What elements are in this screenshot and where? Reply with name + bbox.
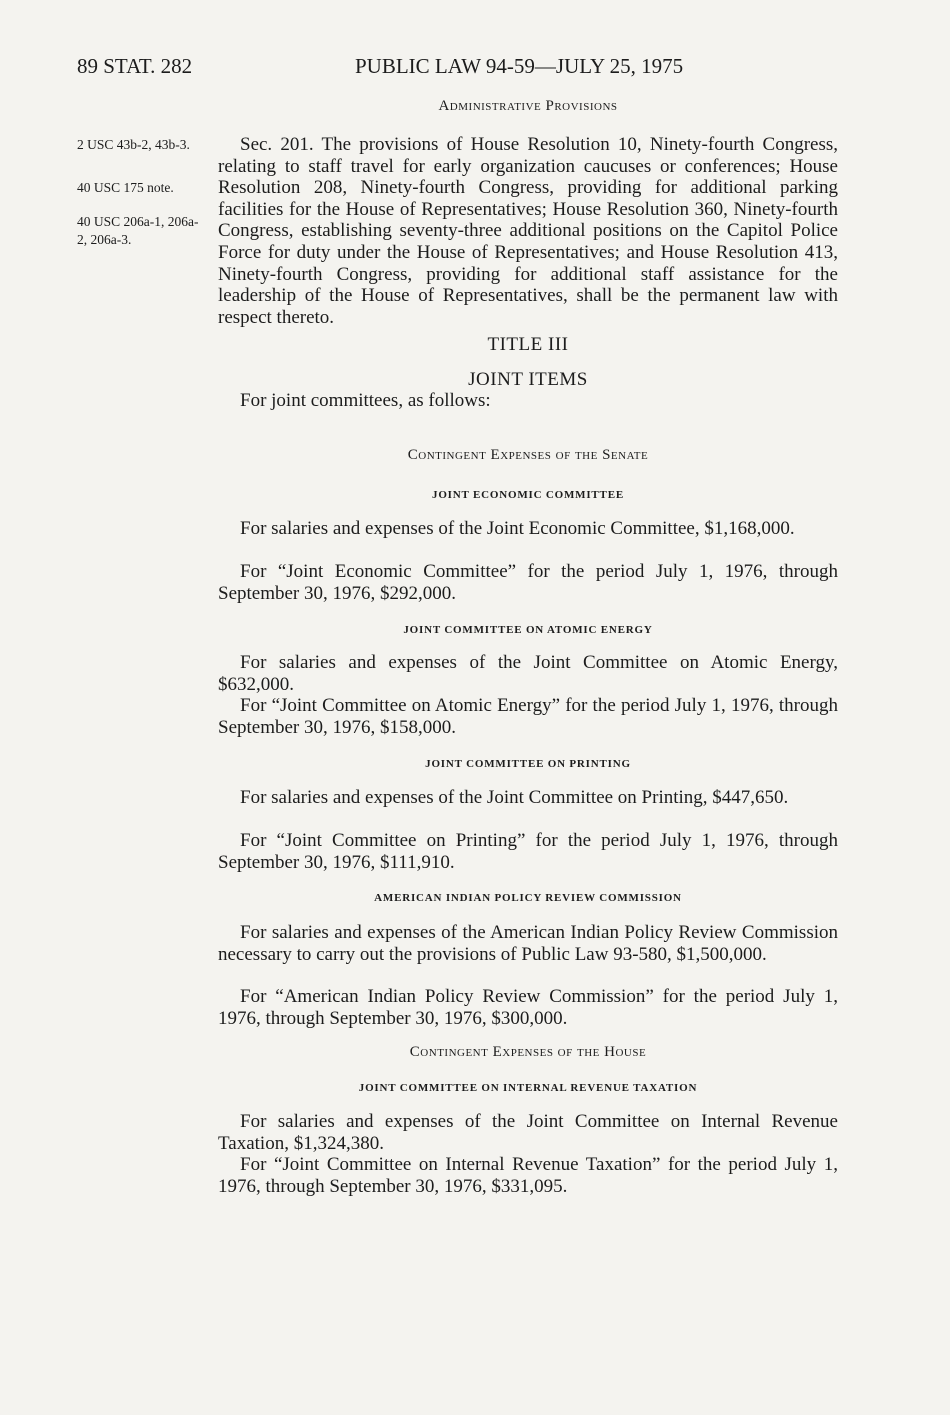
printing-paragraph-2: For “Joint Committee on Printing” for the period July 1, 1976, through September 30, 1976, $111,910. <box>218 830 838 873</box>
heading-house: Contingent Expenses of the House <box>409 1044 647 1060</box>
indian-paragraph-2: For “American Indian Policy Review Commission” for the period July 1, 1976, through September 30, 1976, $300,000. <box>218 986 838 1029</box>
section-201: Sec. 201. The provisions of House Resolution 10, Ninety-fourth Congress, relating to staff travel for early organization caucuses or conferences; House Resolution 208, Ninety-fourth Congress, providing for additional parking facilities for the House of Representatives; House Resolution 360, Ninety-fourth Congress, establishing seventy-three additional positions on the Capitol Police Force for duty under the House of Representatives; and House Resolution 413, Ninety-fourth Congress, providing for additional staff assistance for the leadership of the House of Representatives, shall be the permanent law with respect thereto. <box>218 134 838 328</box>
heading-senate: Contingent Expenses of the Senate <box>407 447 649 463</box>
heading-jec: JOINT ECONOMIC COMMITTEE <box>432 489 624 501</box>
heading-irt: JOINT COMMITTEE ON INTERNAL REVENUE TAXATION <box>358 1082 698 1094</box>
printing-paragraph-1: For salaries and expenses of the Joint Committee on Printing, $447,650. <box>240 787 789 808</box>
irt-paragraph-2: For “Joint Committee on Internal Revenue Taxation” for the period July 1, 1976, through September 30, 1976, $331,095. <box>218 1154 838 1197</box>
heading-administrative-provisions: Administrative Provisions <box>438 98 618 114</box>
jec-paragraph-1: For salaries and expenses of the Joint Economic Committee, $1,168,000. <box>240 518 795 539</box>
page-title: PUBLIC LAW 94-59—JULY 25, 1975 <box>355 54 684 78</box>
joint-items-heading: JOINT ITEMS <box>468 369 588 390</box>
page-reference: 89 STAT. 282 <box>77 54 193 78</box>
atomic-paragraph-2: For “Joint Committee on Atomic Energy” for the period July 1, 1976, through September 30, 1976, $158,000. <box>218 695 838 738</box>
atomic-paragraph-1: For salaries and expenses of the Joint Committee on Atomic Energy, $632,000. <box>218 652 838 695</box>
heading-atomic: JOINT COMMITTEE ON ATOMIC ENERGY <box>403 624 653 636</box>
heading-printing: JOINT COMMITTEE ON PRINTING <box>425 758 631 770</box>
title-iii: TITLE III <box>487 334 569 355</box>
margin-note-1: 2 USC 43b-2, 43b-3. <box>77 137 190 152</box>
heading-indian: AMERICAN INDIAN POLICY REVIEW COMMISSION <box>374 892 682 904</box>
irt-paragraph-1: For salaries and expenses of the Joint Committee on Internal Revenue Taxation, $1,324,380. <box>218 1111 838 1154</box>
indian-paragraph-1: For salaries and expenses of the American Indian Policy Review Commission necessary to carry out the provisions of Public Law 93-580, $1,500,000. <box>218 922 838 965</box>
margin-note-3: 40 USC 206a-1, 206a-2, 206a-3. <box>77 214 199 247</box>
intro-paragraph: For joint committees, as follows: <box>240 390 491 411</box>
jec-paragraph-2: For “Joint Economic Committee” for the period July 1, 1976, through September 30, 1976, $292,000. <box>218 561 838 604</box>
margin-note-2: 40 USC 175 note. <box>77 180 174 195</box>
